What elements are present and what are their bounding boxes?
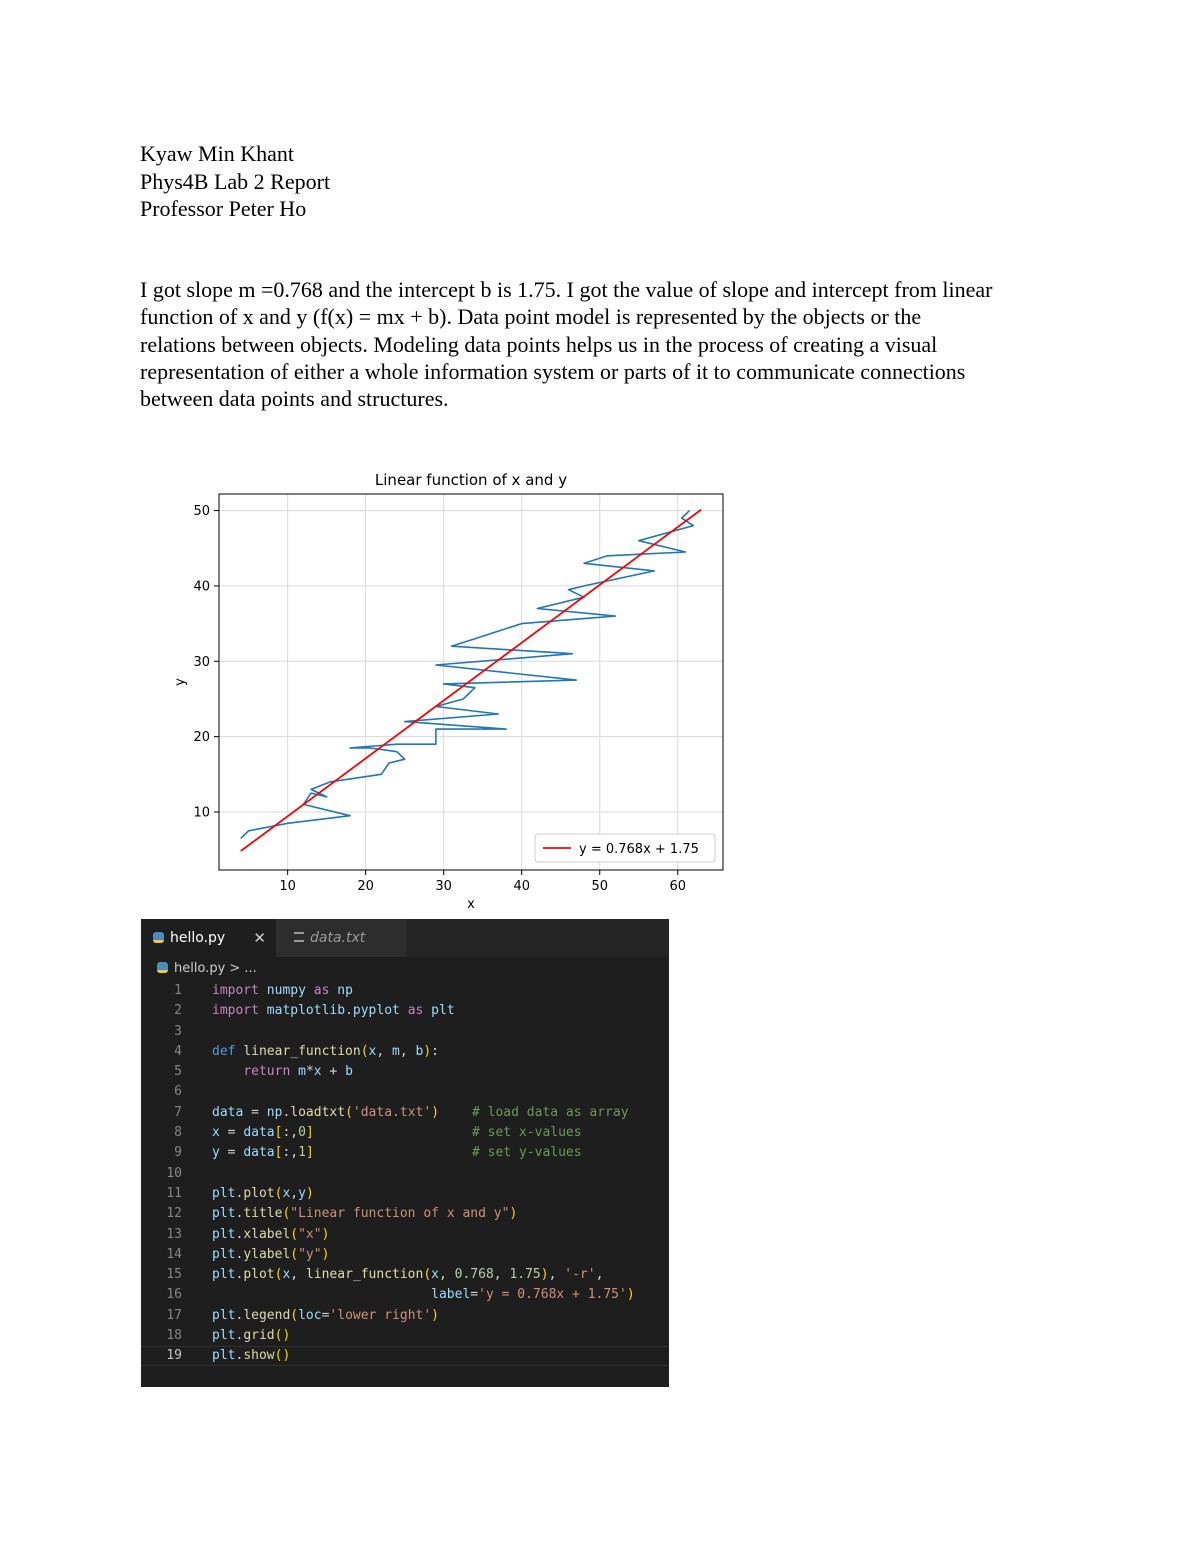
code-line[interactable] [141, 1265, 669, 1285]
y-tick-label: 10 [193, 805, 210, 821]
code-line[interactable] [141, 1082, 669, 1102]
paragraph-line: relations between objects. Modeling data points helps us in the process of creating a visual [140, 331, 938, 357]
author-name: Kyaw Min Khant [140, 141, 294, 166]
paragraph-line: function of x and y (f(x) = mx + b). Data point model is represented by the objects or the [140, 304, 922, 330]
tab-data-txt[interactable] [276, 919, 406, 957]
y-tick-label: 20 [193, 730, 210, 746]
code-text: plt.show() [212, 1348, 291, 1364]
code-line[interactable] [141, 1204, 669, 1224]
x-tick-label: 20 [357, 879, 374, 894]
line-number: 2 [174, 1003, 182, 1019]
chart-title: Linear function of x and y [374, 471, 568, 489]
line-number: 7 [174, 1104, 182, 1120]
line-number: 11 [166, 1185, 182, 1201]
tab-hello-py[interactable] [141, 919, 276, 957]
line-number: 14 [166, 1246, 182, 1262]
line-number: 18 [166, 1328, 182, 1344]
paragraph-line: I got slope m =0.768 and the intercept b is 1.75. I got the value of slope and intercept from linear [140, 277, 993, 302]
code-line[interactable] [141, 1225, 669, 1245]
code-line[interactable] [141, 1042, 669, 1062]
legend-label: y = 0.768x + 1.75 [579, 842, 699, 857]
paragraph-line: representation of either a whole information system or parts of it to communicate connections [140, 358, 966, 384]
code-line[interactable] [141, 1123, 669, 1143]
code-text: plt.grid() [212, 1328, 291, 1344]
line-number: 6 [174, 1084, 182, 1100]
x-tick-label: 10 [279, 879, 296, 894]
code-text: def linear_function(x, m, b): [212, 1043, 439, 1059]
line-number: 16 [166, 1287, 182, 1303]
text-file-icon [294, 932, 304, 942]
code-line[interactable] [141, 1184, 669, 1204]
code-line[interactable] [141, 1103, 669, 1123]
y-tick-label: 30 [193, 654, 210, 670]
fit-line [241, 510, 701, 851]
course-title: Phys4B Lab 2 Report [140, 168, 331, 194]
line-number: 15 [166, 1267, 182, 1283]
paragraph-line: between data points and structures. [140, 386, 449, 412]
report-header [140, 140, 330, 223]
y-axis-label: y [173, 678, 188, 686]
line-number: 13 [166, 1226, 182, 1242]
code-line[interactable] [141, 1143, 669, 1163]
code-line[interactable] [141, 1346, 669, 1366]
y-tick-label: 50 [193, 504, 210, 520]
line-number: 12 [166, 1206, 182, 1222]
python-file-icon [157, 962, 168, 973]
editor-tab-bar [141, 919, 669, 957]
tab-label: hello.py [170, 930, 226, 946]
professor-name: Professor Peter Ho [140, 196, 307, 221]
code-line[interactable] [141, 981, 669, 1001]
x-tick-label: 60 [669, 879, 687, 894]
x-tick-label: 40 [513, 879, 530, 894]
code-line[interactable] [141, 1285, 669, 1305]
code-text: label='y = 0.768x + 1.75') [431, 1287, 635, 1303]
code-line[interactable] [141, 1062, 669, 1082]
code-comment: # set x-values [472, 1125, 582, 1141]
code-text: plt.xlabel("x") [212, 1226, 330, 1242]
code-comment: # set y-values [472, 1145, 582, 1161]
code-text: y = data[:,1] [212, 1145, 314, 1161]
code-text: return m*x + b [243, 1064, 353, 1080]
python-file-icon [153, 932, 164, 943]
code-line[interactable] [141, 1326, 669, 1346]
code-editor [141, 919, 669, 1387]
line-number: 17 [166, 1307, 182, 1323]
report-paragraph [140, 276, 1070, 412]
code-text: plt.plot(x, linear_function(x, 0.768, 1.75), '-r', [212, 1267, 604, 1283]
code-text: data = np.loadtxt('data.txt') [212, 1104, 440, 1120]
code-line[interactable] [141, 1022, 669, 1042]
tab-label: data.txt [310, 930, 366, 946]
code-text: plt.plot(x,y) [212, 1185, 314, 1201]
line-number: 9 [174, 1145, 182, 1161]
line-number: 19 [166, 1348, 182, 1364]
line-number: 5 [174, 1064, 182, 1080]
line-number: 10 [166, 1165, 182, 1181]
breadcrumb-text: hello.py > ... [174, 961, 257, 976]
code-text: import numpy as np [212, 983, 353, 998]
code-text: plt.title("Linear function of x and y") [212, 1206, 518, 1222]
code-line[interactable] [141, 1164, 669, 1184]
line-number: 4 [174, 1043, 182, 1059]
y-tick-label: 40 [193, 579, 210, 595]
line-number: 1 [174, 983, 182, 998]
linear-function-chart [160, 462, 740, 914]
code-line[interactable] [141, 1001, 669, 1021]
line-number: 3 [174, 1023, 182, 1039]
code-line[interactable] [141, 1306, 669, 1326]
line-number: 8 [174, 1125, 182, 1141]
breadcrumb[interactable] [153, 961, 257, 979]
code-text: import matplotlib.pyplot as plt [212, 1003, 455, 1019]
x-tick-label: 50 [591, 879, 609, 894]
close-icon[interactable]: ✕ [253, 929, 266, 947]
code-area[interactable] [141, 981, 669, 1367]
x-axis-label: x [467, 897, 475, 912]
data-series-line [241, 511, 694, 839]
code-line[interactable] [141, 1245, 669, 1265]
code-text: x = data[:,0] [212, 1125, 314, 1141]
x-tick-label: 30 [435, 879, 452, 894]
code-comment: # load data as array [472, 1104, 629, 1120]
code-text: plt.legend(loc='lower right') [212, 1307, 439, 1323]
code-text: plt.ylabel("y") [212, 1246, 330, 1262]
